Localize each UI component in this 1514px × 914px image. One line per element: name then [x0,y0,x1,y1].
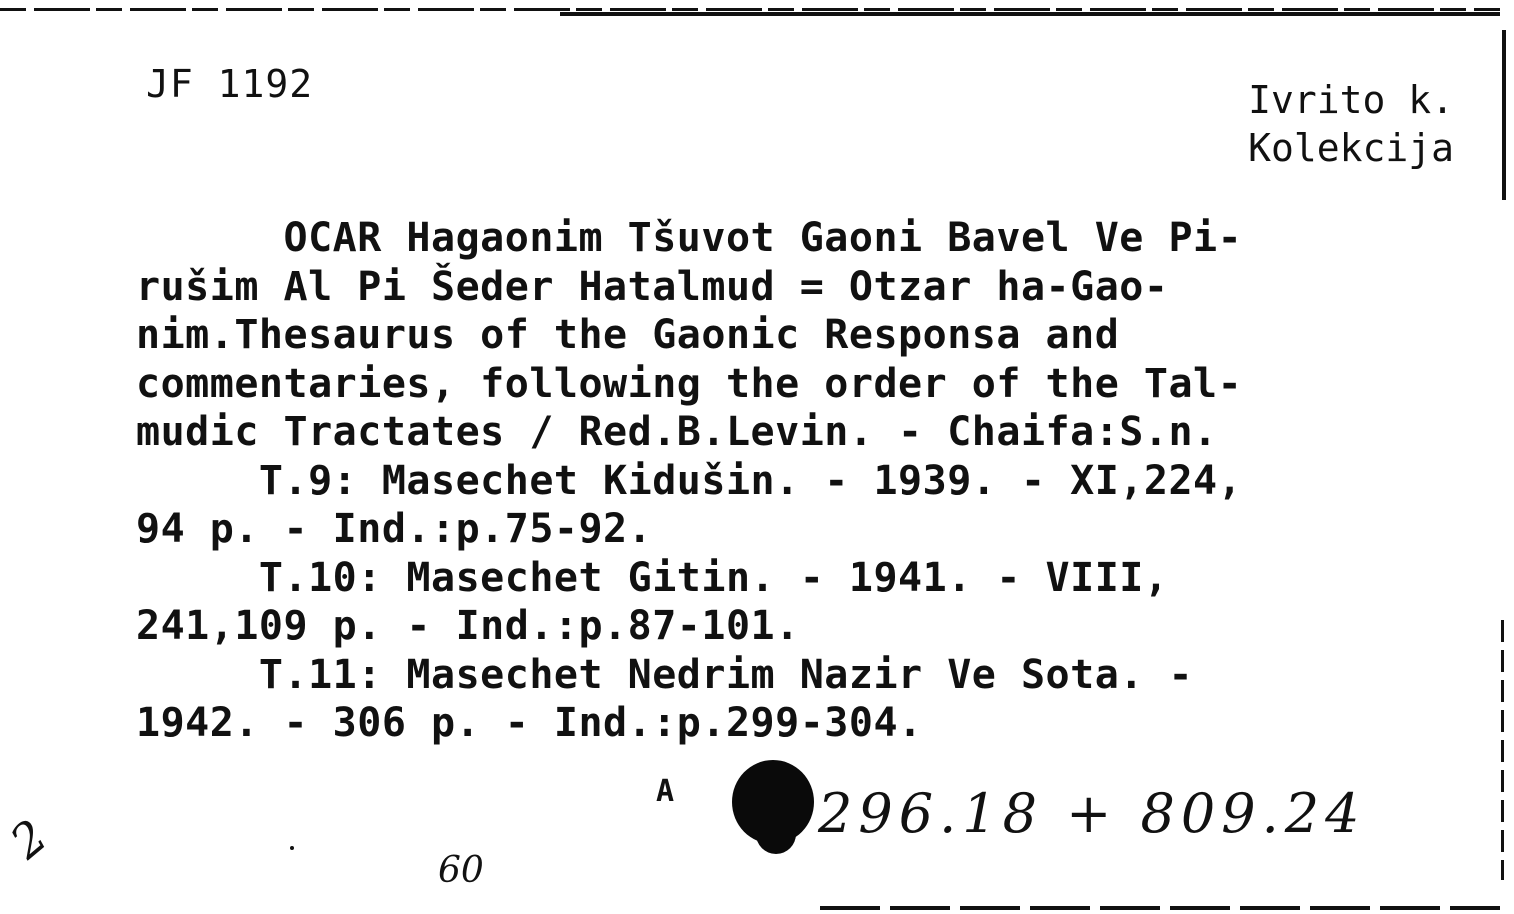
handwritten-classification: 296.18 + 809.24 [818,782,1366,845]
card-edge-right-dashed [1501,620,1504,880]
collection-label [1248,76,1454,172]
entry-line: T.10: Masechet Gitin. - 1941. - VIII, [136,554,1169,601]
entry-line: nim.Thesaurus of the Gaonic Responsa and [136,312,1120,358]
entry-line: rušim Al Pi Šeder Hatalmud = Otzar ha-Gao- [136,263,1169,310]
entry-line: 1942. - 306 p. - Ind.:p.299-304. [136,700,923,746]
collection-line: Kolekcija [1248,126,1454,170]
card-edge-top-dark [560,12,1500,16]
mark-a: A [656,774,675,809]
entry-line: 241,109 p. - Ind.:p.87-101. [136,603,800,649]
entry-line: mudic Tractates / Red.B.Levin. - Chaifa:S.n. [136,409,1218,455]
handwritten-mark-left: 2 [0,808,58,870]
card-edge-top [0,8,1500,11]
entry-line: OCAR Hagaonim Tšuvot Gaoni Bavel Ve Pi- [136,215,1243,261]
collection-line: Ivrito k. [1248,78,1454,122]
ink-dot [290,846,294,850]
entry-line: T.9: Masechet Kidušin. - 1939. - XI,224, [136,457,1243,504]
entry-line: 94 p. - Ind.:p.75-92. [136,506,653,552]
handwritten-mark-bottom: 60 [438,850,484,891]
entry-line: commentaries, following the order of the Tal- [136,360,1243,407]
bibliographic-entry [136,214,1496,748]
call-number: JF 1192 [146,62,314,106]
entry-line: T.11: Masechet Nedrim Nazir Ve Sota. - [136,651,1194,698]
ink-blot-tail [756,830,796,854]
card-edge-bottom [820,906,1500,910]
card-edge-right [1502,30,1506,200]
